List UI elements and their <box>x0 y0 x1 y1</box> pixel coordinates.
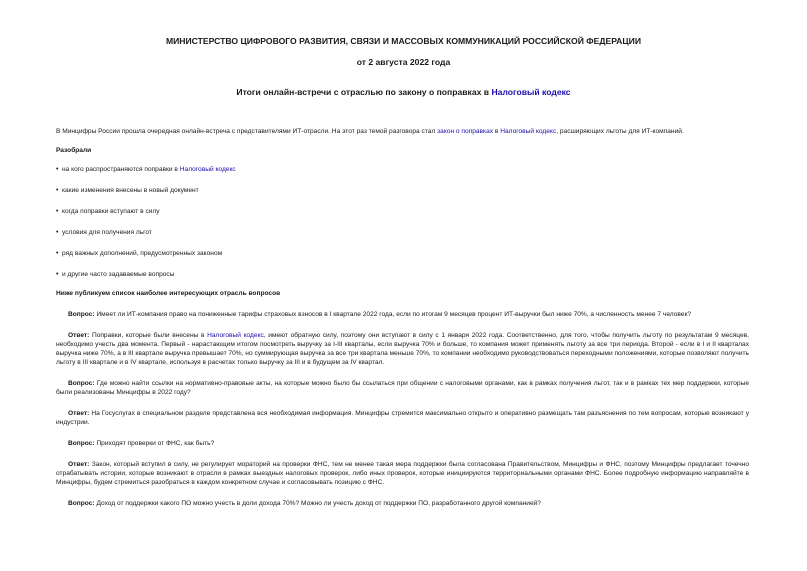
question-4 <box>56 499 749 508</box>
question-text: Имеет ли ИТ-компания право на пониженные тарифы страховых взносов в I квартале 2022 года, если по итогам 9 месяцев процент ИТ-выручки был ниже 70%, а численность менее 7 человек? <box>94 311 692 318</box>
questions-heading: Ниже публикуем список наиболее интересующих отрасль вопросов <box>56 290 281 297</box>
question-text: Доход от поддержки какого ПО можно учесть в доли дохода 70%? Можно ли учесть доход от поддержки ПО, разработанного другой компанией? <box>94 500 541 507</box>
list-item <box>56 249 749 258</box>
bullet-icon: • <box>56 250 59 257</box>
answer-3 <box>56 460 749 487</box>
document-date: от 2 августа 2022 года <box>356 57 451 67</box>
list-item-text: на кого распространяются поправки в <box>62 166 180 173</box>
list-item-text: и другие часто задаваемые вопросы <box>62 271 175 278</box>
list-item <box>56 165 749 174</box>
document-title <box>0 87 807 97</box>
answer-label: Ответ: <box>68 410 90 417</box>
intro-text-2: в <box>493 128 501 135</box>
list-item <box>56 228 749 237</box>
bullet-icon: • <box>56 208 59 215</box>
bullet-icon: • <box>56 187 59 194</box>
discussed-list <box>56 165 749 279</box>
bullet-icon: • <box>56 166 59 173</box>
title-link-tax-code[interactable]: Налоговый кодекс <box>491 87 571 97</box>
ministry-name: МИНИСТЕРСТВО ЦИФРОВОГО РАЗВИТИЯ, СВЯЗИ И МАССОВЫХ КОММУНИКАЦИЙ РОССИЙСКОЙ ФЕДЕРАЦИИ <box>165 36 642 46</box>
answer-text-2: , имеют обратную силу, поэтому они вступают в силу с 1 января 2022 года. Соответственно, для того, чтобы получить льготу по результатам 9 месяцев, необходимо учесть два момента. Первый - нарастающим итогом посмотреть выручку за I-III кварталы, если выручка 70% и больше, то компания может применять льготу за все три периода. Второй - если в I и II кварталах выручка ниже 70%, а в III квартале выручка превышает 70%, но суммирующая выручка за все три квартала меньше 70%, то компании необходимо руководствоваться переходными положениями, которые позволяют получить льготу в III квартале и в IV квартале, используя в расчетах только выручку за III и в будущем за IV квартал. <box>56 332 749 366</box>
intro-link-law[interactable]: закон о поправках <box>437 128 494 135</box>
title-text: Итоги онлайн-встречи с отраслью по закону о поправках в <box>236 87 492 97</box>
question-1 <box>56 310 749 319</box>
question-label: Вопрос: <box>68 380 95 387</box>
list-item-text: условия для получения льгот <box>62 229 152 236</box>
intro-text-1: В Минцифры России прошла очередная онлайн-встреча с представителями ИТ-отрасли. На этот раз темой разговора стал <box>56 128 438 135</box>
answer-link-tax-code[interactable]: Налоговый кодекс <box>207 332 264 339</box>
answer-1 <box>56 331 749 367</box>
list-item <box>56 270 749 279</box>
question-2 <box>56 379 749 397</box>
list-item-text: какие изменения внесены в новый документ <box>62 187 199 194</box>
bullet-icon: • <box>56 229 59 236</box>
answer-text: Закон, который вступил в силу, не регулирует мораторий на проверки ФНС, тем не менее такая мера поддержки была согласована Правительством, Минцифры и ФНС, поэтому Минцифры предлагает точечно отрабатывать истории, которые возникают в отрасли в рамках выездных налоговых проверок, либо иных проверок, которые инициируются территориальными органами ФНС. Более подробную информацию направляйте в Минцифры, будем стремиться разобраться в каждом конкретном случае и согласовывать позицию с ФНС. <box>56 461 749 486</box>
intro-paragraph <box>56 127 749 136</box>
answer-label: Ответ: <box>68 332 90 339</box>
intro-text-3: , расширяющих льготы для ИТ-компаний. <box>556 128 684 135</box>
answer-text: На Госуслугах в специальном разделе представлена вся необходимая информация. Минцифры стремится максимально открыто и оперативно размещать там разъяснения по тем вопросам, которые возникают у индустрии. <box>56 410 749 426</box>
answer-2 <box>56 409 749 427</box>
intro-link-tax-code[interactable]: Налоговый кодекс <box>500 128 557 135</box>
answer-text-1: Поправки, которые были внесены в <box>89 332 208 339</box>
question-label: Вопрос: <box>68 500 95 507</box>
list-item-link-tax-code[interactable]: Налоговый кодекс <box>179 166 236 173</box>
document-body <box>56 127 749 508</box>
question-text: Приходят проверки от ФНС, как быть? <box>94 440 215 447</box>
question-text: Где можно найти ссылки на нормативно-правовые акты, на которые можно было бы ссылаться при общении с налоговыми органами, как в рамках получения льгот, так и в рамках тех мер поддержки, которые были реализованы Минцифры в 2022 году? <box>56 380 749 396</box>
bullet-icon: • <box>56 271 59 278</box>
question-label: Вопрос: <box>68 311 95 318</box>
question-label: Вопрос: <box>68 440 95 447</box>
discussed-heading: Разобрали <box>56 147 92 154</box>
list-item <box>56 207 749 216</box>
question-3 <box>56 439 749 448</box>
list-item-text: когда поправки вступают в силу <box>62 208 160 215</box>
list-item <box>56 186 749 195</box>
answer-label: Ответ: <box>68 461 90 468</box>
list-item-text: ряд важных дополнений, предусмотренных законом <box>62 250 223 257</box>
